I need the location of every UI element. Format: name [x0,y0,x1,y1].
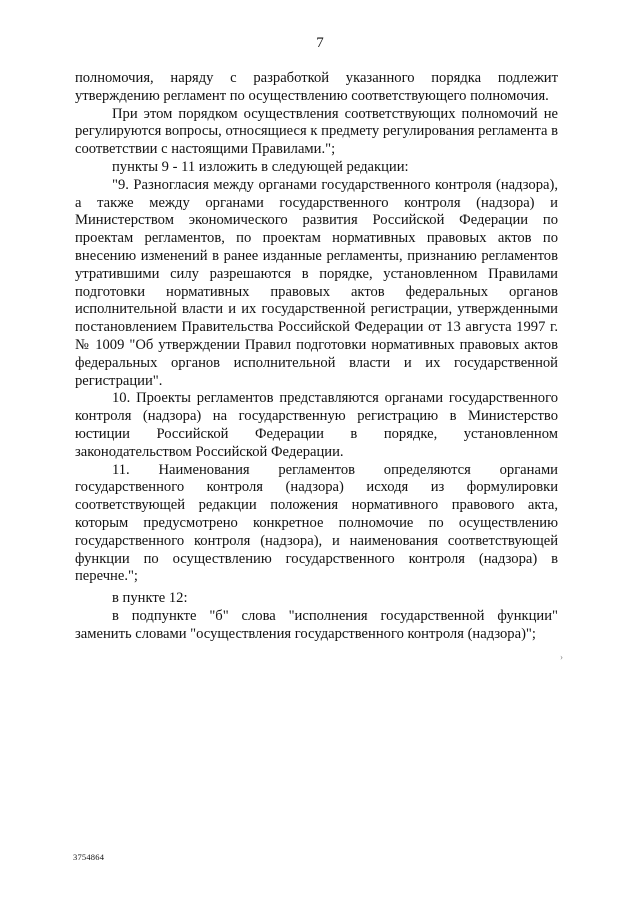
document-body [75,70,558,644]
paragraph-point-9: "9. Разногласия между органами государственного контроля (надзора), а также между органами государственного контроля (надзора) и Министерством экономического развития Российской Федерации по проектам регламентов, по проектам нормативных правовых актов по внесению изменений в ранее изданные регламенты, признанию регламентов утратившими силу разрешаются в порядке, установленном Правилами подготовки нормативных правовых актов федеральных органов исполнительной власти и их государственной регистрации, утвержденными постановлением Правительства Российской Федерации от 13 августа 1997 г. № 1009 "Об утверждении Правил подготовки нормативных правовых актов федеральных органов исполнительной власти и их государственной регистрации". [75,176,558,389]
paragraph-powers-approval: полномочия, наряду с разработкой указанного порядка подлежит утверждению регламент по осуществлению соответствующего полномочия. [75,70,558,104]
paragraph-point-10: 10. Проекты регламентов представляются органами государственного контроля (надзора) на государственную регистрацию в Министерство юстиции Российской Федерации в порядке, установленном законодательством Российской Федерации. [75,390,558,460]
paragraph-point-12-intro: в пункте 12: [112,590,188,607]
page-number: 7 [316,35,324,51]
document-footer-code: 3754864 [73,852,105,862]
paragraph-point-11: 11. Наименования регламентов определяются органами государственного контроля (надзора) исходя из формулировки соответствующей редакции положения нормативного правового акта, которым предусмотрено конкретное полномочие по осуществлению государственного контроля (надзора), и наименования соответствующей функции по осуществлению государственного контроля (надзора) в перечне."; [75,461,558,585]
paragraph-procedure-scope: При этом порядком осуществления соответствующих полномочий не регулируются вопросы, относящиеся к предмету регулирования регламента в соответствии с настоящими Правилами."; [75,105,558,158]
paragraph-subpoint-b: в подпункте "б" слова "исполнения государственной функции" заменить словами "осуществления государственного контроля (надзора)"; [75,607,558,642]
scan-edge-mark: › [560,652,563,662]
paragraph-points-9-11-intro: пункты 9 - 11 изложить в следующей редакции: [112,158,409,175]
